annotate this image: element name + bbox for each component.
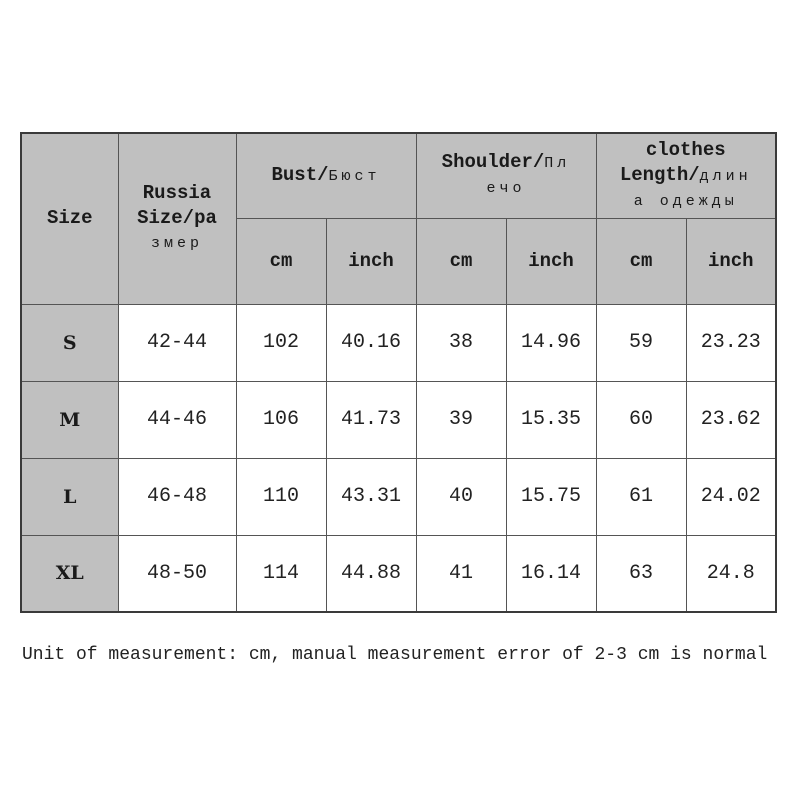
bust-inch-cell: 44.88: [326, 535, 416, 612]
russia-size-cell: 46-48: [118, 458, 236, 535]
table-row: [21, 458, 776, 535]
shoulder-inch-cell: 15.35: [506, 381, 596, 458]
length-header: [596, 133, 776, 218]
russia-header-line1: Russia: [142, 182, 212, 205]
russia-size-header: [118, 133, 236, 304]
shoulder-cm-cell: 38: [416, 304, 506, 381]
bust-cm-cell: 106: [236, 381, 326, 458]
russia-size-cell: 48-50: [118, 535, 236, 612]
shoulder-cm-cell: 40: [416, 458, 506, 535]
russia-header-line2: Size/ра: [137, 207, 217, 230]
russia-header-line3: змер: [150, 235, 203, 253]
measurement-note: Unit of measurement: cm, manual measurement error of 2-3 cm is normal: [22, 645, 768, 665]
shoulder-cm-cell: 39: [416, 381, 506, 458]
header-row-top: [21, 133, 776, 218]
bust-inch-cell: 41.73: [326, 381, 416, 458]
length-header-line1: clothes: [645, 138, 726, 161]
shoulder-cm-header: cm: [416, 218, 506, 304]
length-inch-cell: 23.62: [686, 381, 776, 458]
bust-header-en: Bust/: [271, 163, 329, 186]
bust-header: [236, 133, 416, 218]
bust-cm-cell: 114: [236, 535, 326, 612]
shoulder-header-ru2: ечо: [486, 180, 526, 198]
shoulder-inch-cell: 16.14: [506, 535, 596, 612]
table-row: [21, 381, 776, 458]
shoulder-inch-cell: 14.96: [506, 304, 596, 381]
size-header: Size: [21, 133, 118, 304]
table-row: [21, 304, 776, 381]
shoulder-header-ru1: Пл: [544, 155, 571, 173]
bust-cm-header: cm: [236, 218, 326, 304]
shoulder-inch-header: inch: [506, 218, 596, 304]
bust-cm-cell: 102: [236, 304, 326, 381]
size-cell: L: [21, 458, 118, 535]
russia-size-cell: 42-44: [118, 304, 236, 381]
length-header-ru: длин: [699, 167, 752, 185]
length-header-line3: а одежды: [633, 192, 738, 210]
bust-header-ru: Бюст: [328, 167, 381, 185]
size-chart-table: [20, 132, 777, 613]
table-row: [21, 535, 776, 612]
size-cell: XL: [21, 535, 118, 612]
bust-inch-cell: 40.16: [326, 304, 416, 381]
length-inch-header: inch: [686, 218, 776, 304]
length-inch-cell: 24.8: [686, 535, 776, 612]
bust-inch-cell: 43.31: [326, 458, 416, 535]
length-header-en: Length/: [619, 163, 700, 186]
length-inch-cell: 24.02: [686, 458, 776, 535]
length-cm-cell: 61: [596, 458, 686, 535]
length-cm-cell: 60: [596, 381, 686, 458]
length-cm-cell: 63: [596, 535, 686, 612]
bust-cm-cell: 110: [236, 458, 326, 535]
length-cm-header: cm: [596, 218, 686, 304]
shoulder-header-en: Shoulder/: [441, 151, 545, 174]
shoulder-cm-cell: 41: [416, 535, 506, 612]
shoulder-inch-cell: 15.75: [506, 458, 596, 535]
size-cell: M: [21, 381, 118, 458]
shoulder-header: [416, 133, 596, 218]
size-cell: S: [21, 304, 118, 381]
russia-size-cell: 44-46: [118, 381, 236, 458]
length-inch-cell: 23.23: [686, 304, 776, 381]
bust-inch-header: inch: [326, 218, 416, 304]
length-cm-cell: 59: [596, 304, 686, 381]
